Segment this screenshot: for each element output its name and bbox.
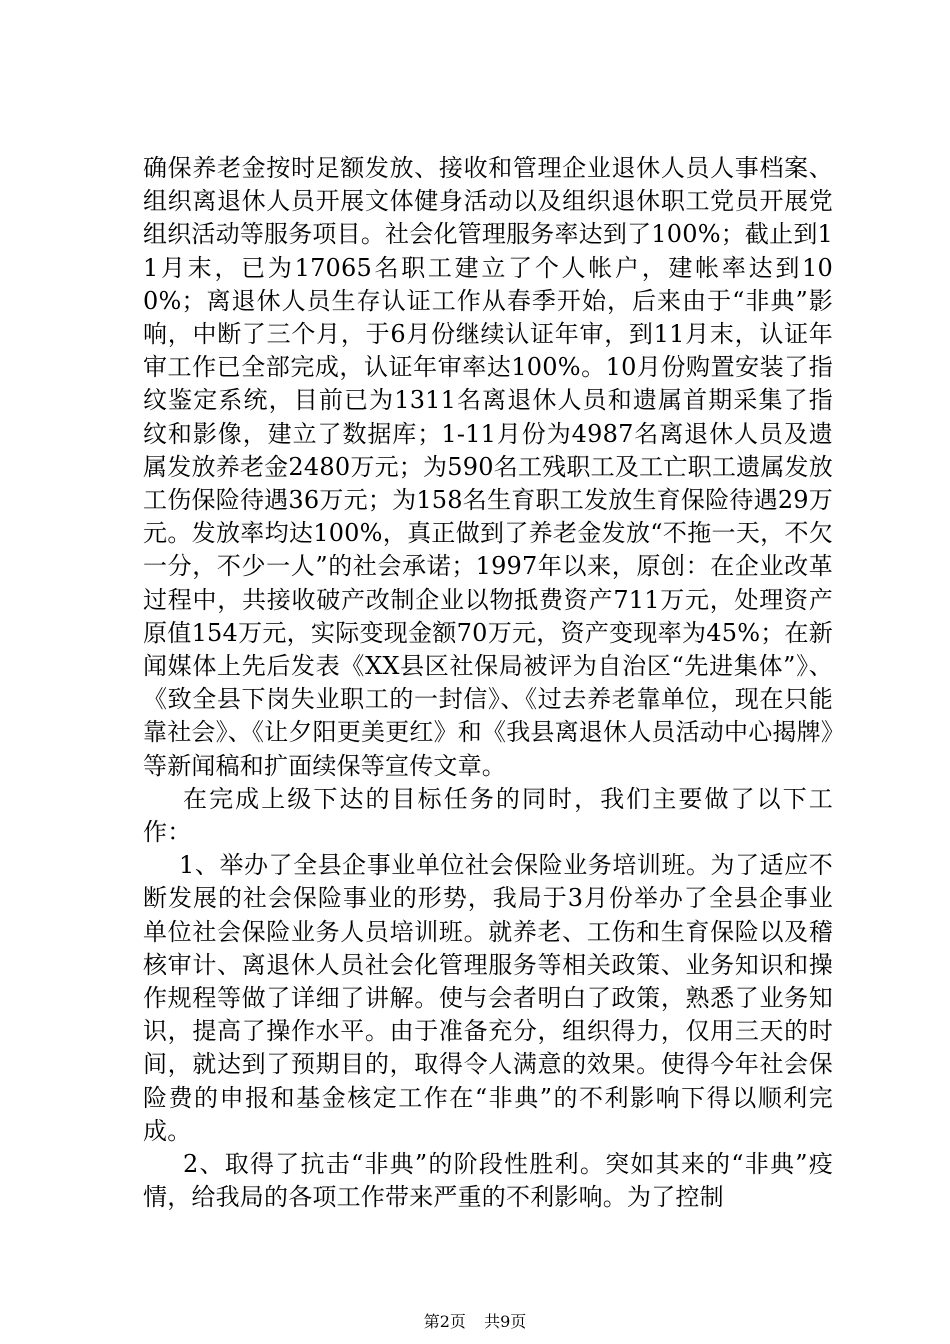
page-number: 第2页 [423,1312,466,1331]
page-footer [0,1309,950,1332]
paragraph-item-1-training: 1、举办了全县企事业单位社会保险业务培训班。为了适应不断发展的社会保险事业的形势，我局于3月份举办了全县企事业单位社会保险业务人员培训班。就养老、工伤和生育保险以及稽核审计、离退休人员社会化管理服务等相关政策、业务知识和操作规程等做了详细了讲解。使与会者明白了政策，熟悉了业务知识，提高了操作水平。由于准备充分，组织得力，仅用三天的时间，就达到了预期目的，取得令人满意的效果。使得今年社会保险费的申报和基金核定工作在“非典”的不利影响下得以顺利完成。 [143,851,833,1145]
total-pages: 共9页 [484,1312,527,1331]
paragraph-item-2-sars: 2、取得了抗击“非典”的阶段性胜利。突如其来的“非典”疫情，给我局的各项工作带来严重的不利影响。为了控制 [143,1150,833,1212]
paragraph-summary: 确保养老金按时足额发放、接收和管理企业退休人员人事档案、组织离退休人员开展文体健身活动以及组织退休职工党员开展党组织活动等服务项目。社会化管理服务率达到了100%；截止到11月末，已为17065名职工建立了个人帐户，建帐率达到100%；离退休人员生存认证工作从春季开始，后来由于“非典”影响，中断了三个月，于6月份继续认证年审，到11月末，认证年审工作已全部完成，认证年审率达100%。10月份购置安装了指纹鉴定系统，目前已为1311名离退休人员和遗属首期采集了指纹和影像，建立了数据库；1-11月份为4987名离退休人员及遗属发放养老金2480万元；为590名工残职工及工亡职工遗属发放工伤保险待遇36万元；为158名生育职工发放生育保险待遇29万元。发放率均达100%，真正做到了养老金发放“不拖一天，不欠一分，不少一人”的社会承诺；1997年以来，原创：在企业改革过程中，共接收破产改制企业以物抵费资产711万元，处理资产原值154万元，实际变现金额70万元，资产变现率为45%；在新闻媒体上先后发表《XX县区社保局被评为自治区“先进集体”》、《致全县下岗失业职工的一封信》、《过去养老靠单位，现在只能靠社会》、《让夕阳更美更红》和《我县离退休人员活动中心揭牌》等新闻稿和扩面续保等宣传文章。 [143,154,833,780]
document-body [143,152,833,1215]
paragraph-intro-work: 在完成上级下达的目标任务的同时，我们主要做了以下工作： [143,784,833,847]
